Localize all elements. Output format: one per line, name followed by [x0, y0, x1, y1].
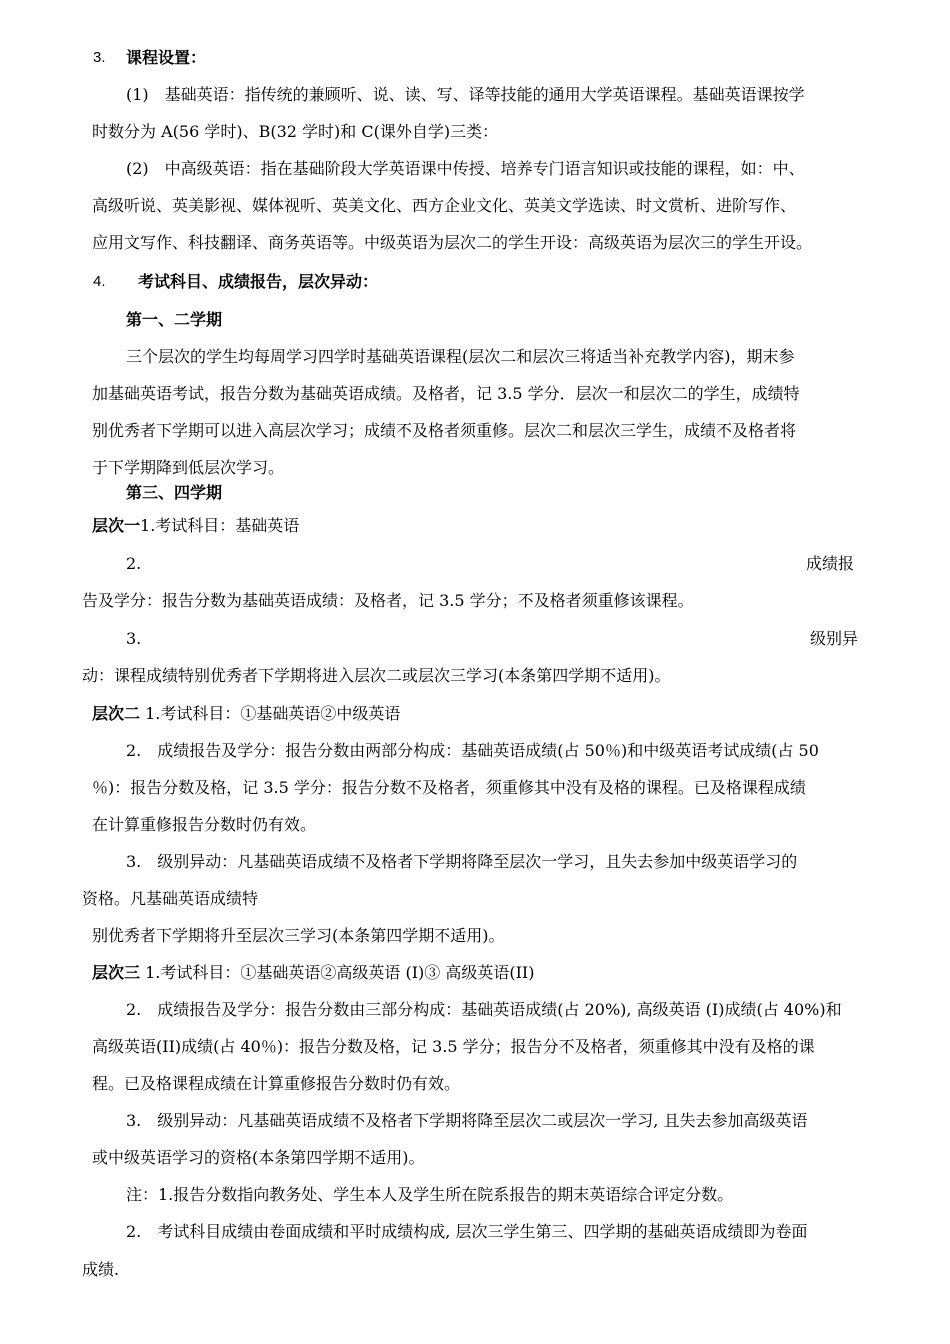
level-1-item-2-right: 成绩报 — [806, 554, 855, 573]
section-4-title: 考试科目、成绩报告，层次异动： — [138, 272, 379, 291]
level-1-item-3-number: 3. — [126, 629, 142, 648]
section-3-number: 3. — [93, 49, 106, 66]
level-2-item-3-line-3: 别优秀者下学期将升至层次三学习(本条第四学期不适用)。 — [92, 926, 505, 945]
term-3-4-heading: 第三、四学期 — [126, 483, 223, 502]
level-2-heading: 层次二 — [92, 704, 141, 723]
level-3-heading: 层次三 — [92, 963, 141, 982]
level-1-item-2-number: 2. — [126, 554, 142, 573]
level-1-item-1-text: 1.考试科目：基础英语 — [140, 516, 300, 535]
level-2-item-3-line-2: 资格。凡基础英语成绩特 — [82, 889, 259, 908]
s3-paragraph-1-line-1: (1) 基础英语：指传统的兼顾听、说、读、写、译等技能的通用大学英语课程。基础英语课按学 — [126, 85, 805, 104]
s3-paragraph-2-line-1: (2) 中高级英语：指在基础阶段大学英语课中传授、培养专门语言知识或技能的课程，如：中、 — [126, 159, 805, 178]
section-3-title: 课程设置： — [126, 48, 207, 67]
note-2-line-2: 成绩. — [82, 1260, 120, 1279]
term-1-2-line-4: 于下学期降到低层次学习。 — [92, 458, 285, 477]
term-1-2-line-3: 别优秀者下学期可以进入高层次学习；成绩不及格者须重修。层次二和层次三学生，成绩不及格者将 — [92, 421, 797, 440]
level-1-item-1 — [92, 514, 299, 538]
s3-paragraph-2-line-2: 高级听说、英美影视、媒体视听、英美文化、西方企业文化、英美文学选读、时文赏析、进阶写作、 — [92, 196, 797, 215]
term-1-2-line-1: 三个层次的学生均每周学习四学时基础英语课程(层次二和层次三将适当补充教学内容)，期末参 — [126, 347, 795, 366]
level-3-item-2-line-1: 2. 成绩报告及学分：报告分数由三部分构成：基础英语成绩(占 20%), 高级英语 (I)成绩(占 40%)和 — [126, 1000, 842, 1019]
level-2-item-3-line-1: 3. 级别异动：凡基础英语成绩不及格者下学期将降至层次一学习，且失去参加中级英语学习的 — [126, 852, 798, 871]
level-2-item-2-line-3: 在计算重修报告分数时仍有效。 — [92, 815, 317, 834]
s3-paragraph-2-line-3: 应用文写作、科技翻译、商务英语等。中级英语为层次二的学生开设：高级英语为层次三的学生开设。 — [92, 233, 813, 252]
level-3-item-3-line-2: 或中级英语学习的资格(本条第四学期不适用)。 — [92, 1148, 425, 1167]
s3-paragraph-1-line-2: 时数分为 A(56 学时)、B(32 学时)和 C(课外自学)三类： — [92, 122, 499, 141]
level-3-item-2-line-2: 高级英语(II)成绩(占 40％)：报告分数及格，记 3.5 学分；报告分不及格者，须重修其中没有及格的课 — [92, 1037, 815, 1056]
term-1-2-line-2: 加基础英语考试，报告分数为基础英语成绩。及格者，记 3.5 学分．层次一和层次二的学生，成绩特 — [92, 384, 800, 403]
level-1-item-3-right: 级别异 — [810, 629, 859, 648]
level-1-heading: 层次一 — [92, 516, 141, 535]
level-3-item-1-text: 1.考试科目：①基础英语②高级英语 (I)③ 高级英语(II) — [145, 963, 535, 982]
level-2-item-2-line-1: 2. 成绩报告及学分：报告分数由两部分构成：基础英语成绩(占 50％)和中级英语考试成绩(占 50 — [126, 741, 819, 760]
level-2-item-1 — [92, 702, 400, 726]
level-3-item-2-line-3: 程。已及格课程成绩在计算重修报告分数时仍有效。 — [92, 1074, 461, 1093]
note-2-line-1: 2. 考试科目成绩由卷面成绩和平时成绩构成, 层次三学生第三、四学期的基础英语成绩即为卷面 — [126, 1222, 808, 1241]
level-1-item-2-line-2: 告及学分：报告分数为基础英语成绩：及格者，记 3.5 学分；不及格者须重修该课程。 — [82, 591, 694, 610]
level-2-item-2-line-2: ％)：报告分数及格，记 3.5 学分：报告分数不及格者，须重修其中没有及格的课程。已及格课程成绩 — [92, 778, 806, 797]
level-1-item-3-line-2: 动：课程成绩特别优秀者下学期将进入层次二或层次三学习(本条第四学期不适用)。 — [82, 666, 671, 685]
term-1-2-heading: 第一、二学期 — [126, 310, 223, 329]
level-3-item-3-line-1: 3. 级别异动：凡基础英语成绩不及格者下学期将降至层次二或层次一学习, 且失去参加高级英语 — [126, 1111, 808, 1130]
level-2-item-1-text: 1.考试科目：①基础英语②中级英语 — [145, 704, 401, 723]
level-3-item-1 — [92, 961, 534, 985]
note-1: 注：1.报告分数指向教务处、学生本人及学生所在院系报告的期末英语综合评定分数。 — [126, 1185, 734, 1204]
section-4-number: 4. — [93, 273, 106, 290]
